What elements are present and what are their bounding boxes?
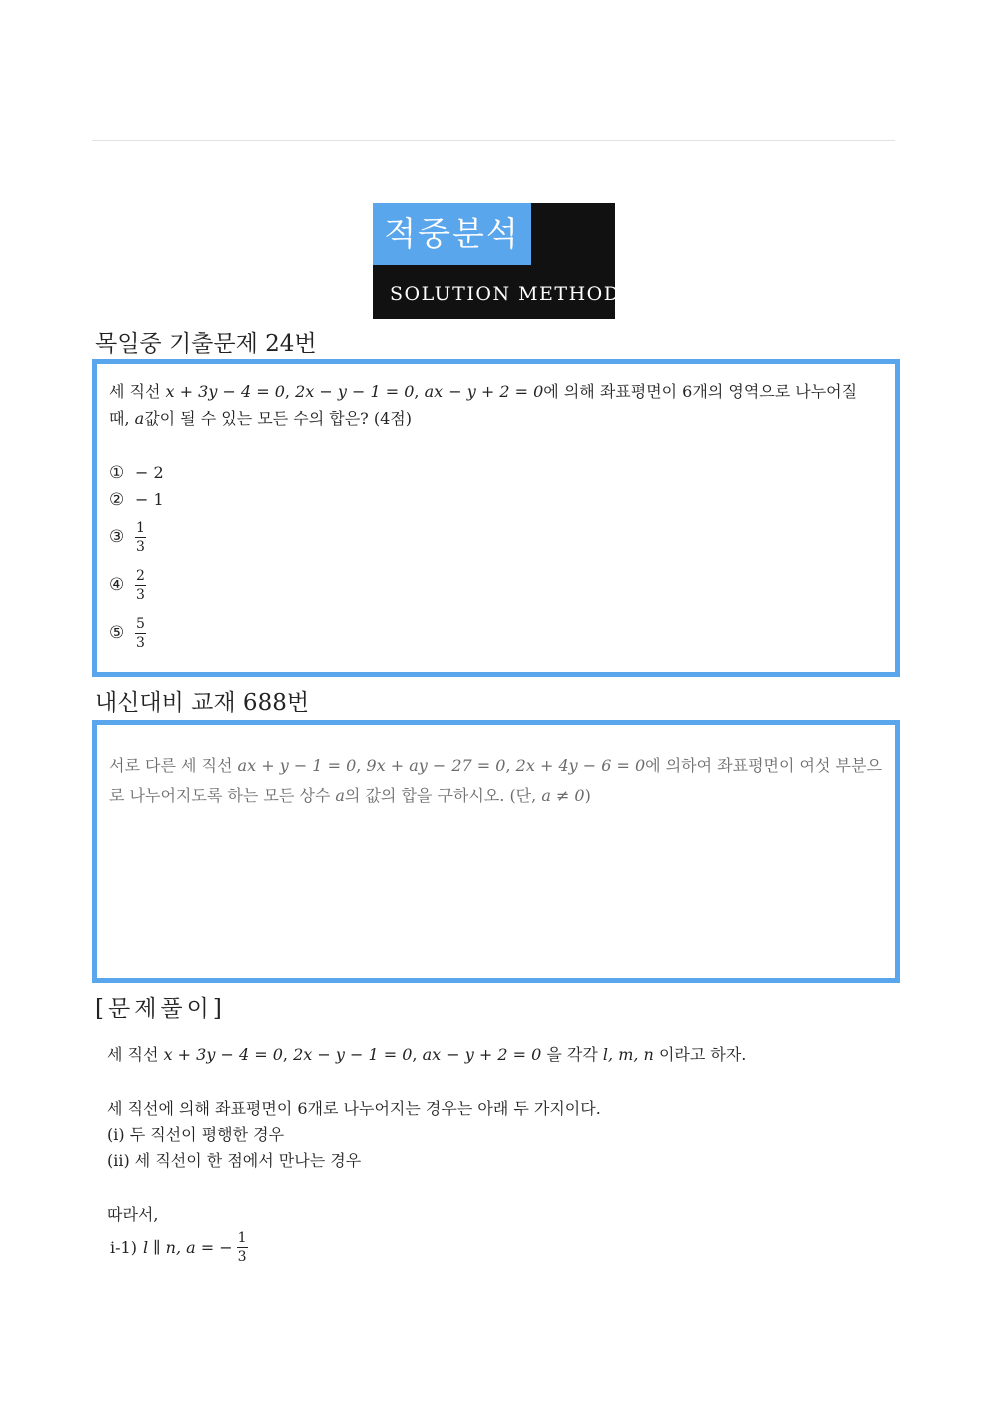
problem1-suffix: 에 의해 좌표평면이 6개의 영역으로 나누어질 [543, 382, 858, 401]
solution-case2: (ⅱ) 세 직선이 한 점에서 만나는 경우 [107, 1151, 362, 1170]
choice-number: ④ [109, 575, 125, 595]
choice-value: − 1 [135, 490, 164, 509]
problem2-eq2: 9x + ay − 27 = 0 [366, 756, 506, 775]
fraction-denominator: 3 [136, 538, 145, 555]
choice-fraction [135, 616, 146, 651]
choice-number: ③ [109, 527, 125, 547]
choice-number: ② [109, 489, 125, 510]
problem2-prefix: 서로 다른 세 직선 [109, 756, 238, 775]
problem1-eq3: ax − y + 2 = 0 [424, 382, 544, 401]
problem1-text [109, 378, 885, 432]
solution-prefix: 세 직선 [107, 1045, 164, 1064]
solution-eq1: x + 3y − 4 = 0 [163, 1045, 283, 1064]
choice-5 [109, 609, 164, 657]
solution-eq3: ax − y + 2 = 0 [422, 1045, 542, 1064]
problem2-eq1: ax + y − 1 = 0 [237, 756, 357, 775]
problem2-var-a: a [335, 786, 345, 805]
fraction-numerator: 5 [136, 615, 145, 632]
choice-3 [109, 513, 164, 561]
solution-heading: [문제풀이] [95, 996, 226, 1022]
top-divider [92, 140, 895, 141]
solution-line1: 세 직선 x + 3y − 4 = 0, 2x − y − 1 = 0, ax − y + 2 = 0 을 각각 l, m, n 이라고 하자. [107, 1045, 747, 1064]
choice-1 [109, 459, 164, 486]
choice-4 [109, 561, 164, 609]
problem2-line2-suffix: ) [584, 786, 591, 805]
solution-line2: 세 직선에 의해 좌표평면이 6개로 나누어지는 경우는 아래 두 가지이다. [107, 1099, 601, 1118]
problem1-eq2: 2x − y − 1 = 0 [295, 382, 415, 401]
choice-fraction [135, 568, 146, 603]
problem2-line2-mid: 의 값의 합을 구하시오. (단, [344, 786, 542, 805]
problem1-heading: 목일중 기출문제 24번 [95, 331, 317, 357]
fraction-numerator: 1 [237, 1230, 247, 1246]
solution-mid: 을 각각 [541, 1045, 603, 1064]
problem2-line2-prefix: 로 나누어지도록 하는 모든 상수 [109, 786, 336, 805]
problem2-condition: a ≠ 0 [541, 786, 585, 805]
problem1-eq1: x + 3y − 4 = 0 [165, 382, 285, 401]
problem1-line2-prefix: 때, [109, 409, 135, 428]
analysis-badge [373, 203, 621, 319]
problem2-box [92, 720, 900, 983]
problem2-text [109, 751, 885, 811]
choice-fraction [135, 520, 146, 555]
fraction-numerator: 1 [136, 519, 145, 536]
choice-number: ⑤ [109, 623, 125, 643]
solution-lmn: l, m, n [602, 1045, 654, 1064]
fraction-numerator: 2 [136, 567, 145, 584]
solution-therefore: 따라서, [107, 1205, 159, 1224]
problem1-line2-suffix: 값이 될 수 있는 모든 수의 합은? (4점) [144, 409, 412, 428]
problem1-line2 [109, 405, 885, 432]
choice-number: ① [109, 462, 125, 483]
problem1-var-a: a [134, 409, 145, 428]
fraction-denominator: 3 [237, 1249, 247, 1265]
problem2-suffix: 에 의하여 좌표평면이 여섯 부분으 [645, 756, 882, 775]
step-expression: l ∥ n, a = − [142, 1238, 233, 1257]
fraction-denominator: 3 [136, 634, 145, 651]
badge-title: 적중분석 [373, 203, 531, 265]
problem1-prefix: 세 직선 [109, 382, 166, 401]
badge-subtitle: SOLUTION METHOD [390, 283, 621, 305]
solution-step [110, 1230, 248, 1265]
problem2-eq3: 2x + 4y − 6 = 0 [515, 756, 646, 775]
problem1-box [92, 359, 900, 677]
choice-2 [109, 486, 164, 513]
step-fraction [237, 1230, 248, 1265]
problem1-line1: 세 직선 x + 3y − 4 = 0, 2x − y − 1 = 0, ax − y + 2 = 0에 의해 좌표평면이 6개의 영역으로 나누어질 [109, 382, 858, 401]
problem2-line2 [109, 781, 885, 811]
problem2-heading: 내신대비 교재 688번 [95, 690, 310, 716]
choice-value: − 2 [135, 463, 164, 482]
step-label: ⅰ-1) [110, 1238, 137, 1257]
problem2-line1: 서로 다른 세 직선 ax + y − 1 = 0, 9x + ay − 27 = 0, 2x + 4y − 6 = 0에 의하여 좌표평면이 여섯 부분으 [109, 756, 882, 775]
solution-eq2: 2x − y − 1 = 0 [293, 1045, 413, 1064]
solution-suffix: 이라고 하자. [653, 1045, 747, 1064]
fraction-denominator: 3 [136, 586, 145, 603]
solution-case1: (ⅰ) 두 직선이 평행한 경우 [107, 1125, 285, 1144]
choice-list [109, 459, 164, 657]
